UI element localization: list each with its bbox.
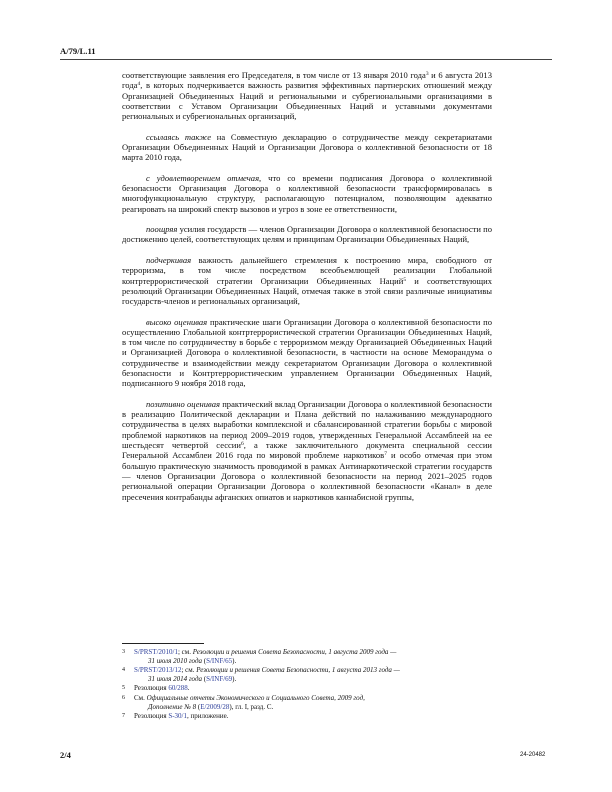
footnote-ref[interactable]: 3 [425,71,429,77]
paragraph-text: соответствующие заявления его Председателя, в том числе от 13 января 2010 года [122,70,426,80]
footnote-ref[interactable]: 6 [240,441,244,448]
footnote-4 [122,666,492,683]
document-link[interactable]: S/INF/69 [206,674,233,683]
paragraph-text: и особо отмечая при этом большую практическую значимость проводимой в рамках Антинаркотической стратегии государств — членов Организации Договора о коллективной безопасности на период 2021–2025 годов региональной операции Организации Договора о коллективной безопасности «Канал» в деле пресечения контрабанды афганских опиатов и наркотиков каннабисной группы, [122,450,493,502]
footnote-italic: 31 июля 2014 года [148,674,202,683]
footnote-text: ( [202,656,207,665]
document-link[interactable]: S/PRST/2010/1 [134,648,178,656]
paragraph-lead: позитивно оценивая [146,398,220,409]
footnote-divider [122,643,204,644]
document-symbol: A/79/L.11 [60,46,96,56]
paragraph-text: важность дальнейшего стремления к построению мира, свободного от терроризма, в том числе посредством всеобъемлющей реализации Глобальной контртеррористической стратегии Организации Объединенных Наций [122,254,492,286]
document-link[interactable]: E/2009/28 [200,702,230,711]
footnote-6 [122,694,492,711]
paragraph-text: практический вклад Организации Договора о коллективной безопасности в реализацию Политической декларации и Плана действий по налаживанию международного сотрудничества в целях выработки комплексной и сбалансированной стратегии борьбы с мировой проблемой наркотиков на период 2009–2019 годов, утвержденных Генеральной Ассамблеей на ее шестьдесят четвертой сессии [122,398,492,451]
footnote-text: , приложение. [186,712,229,721]
footnote-3 [122,648,492,665]
footnote-text: Резолюция [134,712,169,721]
footnote-text: ( [202,674,207,683]
paragraph-1 [122,70,492,121]
footnote-italic: Официальные отчеты Экономического и Социального Совета, 2009 год, [146,693,365,702]
footnote-text: ). [232,674,237,683]
paragraph-lead: с удовлетворением отмечая [146,172,260,183]
footnote-number: 7 [122,713,125,720]
document-link[interactable]: S/PRST/2013/12 [134,666,182,675]
paragraph-lead: ссылаясь также [146,131,212,142]
footnote-italic: Резолюции и решения Совета Безопасности, 1 августа 2009 года — [192,648,397,656]
footnote-text: Резолюция [134,684,169,693]
document-link[interactable]: 60/288 [168,684,188,693]
paragraph-text: и 6 августа 2013 года [122,70,492,91]
footnote-ref[interactable]: 5 [403,276,407,283]
footnote-7 [122,712,492,721]
footnote-text: ), гл. I, разд. C. [229,702,274,711]
footnote-text: См. [134,693,147,702]
footnote-text: ). [232,656,237,665]
footnote-italic: Резолюции и решения Совета Безопасности, 1 августа 2013 года — [196,666,400,675]
paragraph-text: и соответствующих резолюций Организации Объединенных Наций, отмечая также в этой связи различные инициативы государств-членов и региональных организаций, [122,275,492,307]
header-divider [60,59,552,60]
paragraph-text: , а также заключительного документа специальной сессии Генеральной Ассамблеи 2016 года по мировой проблеме наркотиков [122,440,492,461]
paragraph-2 [122,132,492,163]
footnote-italic: 31 июля 2010 года [148,656,202,665]
footnote-number: 4 [122,667,125,674]
footnote-number: 6 [122,694,125,701]
footnote-text: ; см. [177,648,193,656]
job-number: 24-20482 [520,752,546,758]
footnote-number: 3 [122,649,125,655]
footnotes [122,648,492,722]
footnote-text: . [187,684,190,693]
paragraph-text: , что со времени подписания Договора о коллективной безопасности Организация Договора о коллективной безопасности трансформировалась в многофункциональную структуру, располагающую потенциалом, позволяющим адекватно реагировать на широкий спектр вызовов и угроз в зоне ее ответственности, [122,172,492,214]
paragraph-4 [122,224,492,245]
footnote-ref[interactable]: 7 [384,451,387,458]
footnote-text: ( [196,702,201,711]
footnote-number: 5 [122,685,125,692]
document-body [122,70,492,512]
page-number: 2/4 [60,750,71,760]
document-link[interactable]: S-30/1 [168,712,187,721]
paragraph-7 [122,399,492,502]
paragraph-lead: подчеркивая [146,254,192,265]
footnote-text: ; см. [181,666,197,675]
paragraph-text: усилия государств — членов Организации Договора о коллективной безопасности по достижению целей, соответствующих целям и принципам Организации Объединенных Наций, [122,224,492,245]
paragraph-text: на Совместную декларацию о сотрудничестве между секретариатами Организации Объединенных Наций и Организации Договора о коллективной безопасности от 18 марта 2010 года, [122,131,492,163]
paragraph-text: , в которых подчеркивается важность развития эффективных партнерских отношений между Организацией Объединенных Наций и региональными и субрегиональными организациями в соответствии с Уставом Организации Объединенных Наций и уставными документами региональных и субрегиональных организаций, [122,80,492,122]
footnote-italic: Дополнение № 8 [148,702,197,711]
paragraph-5 [122,255,492,306]
footnote-ref[interactable]: 4 [137,81,141,88]
paragraph-3 [122,173,492,214]
document-link[interactable]: S/INF/65 [206,656,233,665]
paragraph-text: практические шаги Организации Договора о коллективной безопасности по осуществлению Глобальной контртеррористической стратегии Организации Объединенных Наций, в том числе по сотрудничеству в борьбе с терроризмом между Организацией Объединенных Наций и Организацией Договора о коллективной безопасности, в частности на основе Меморандума о сотрудничестве и взаимодействии между секретариатом Организации Договора о коллективной безопасности и Контртеррористическим управлением Организации Объединенных Наций, подписанного 9 ноября 2018 года, [122,316,492,389]
paragraph-lead: поощряя [146,224,178,235]
footnote-5 [122,684,492,693]
paragraph-lead: высоко оценивая [146,316,208,327]
paragraph-6 [122,317,492,389]
